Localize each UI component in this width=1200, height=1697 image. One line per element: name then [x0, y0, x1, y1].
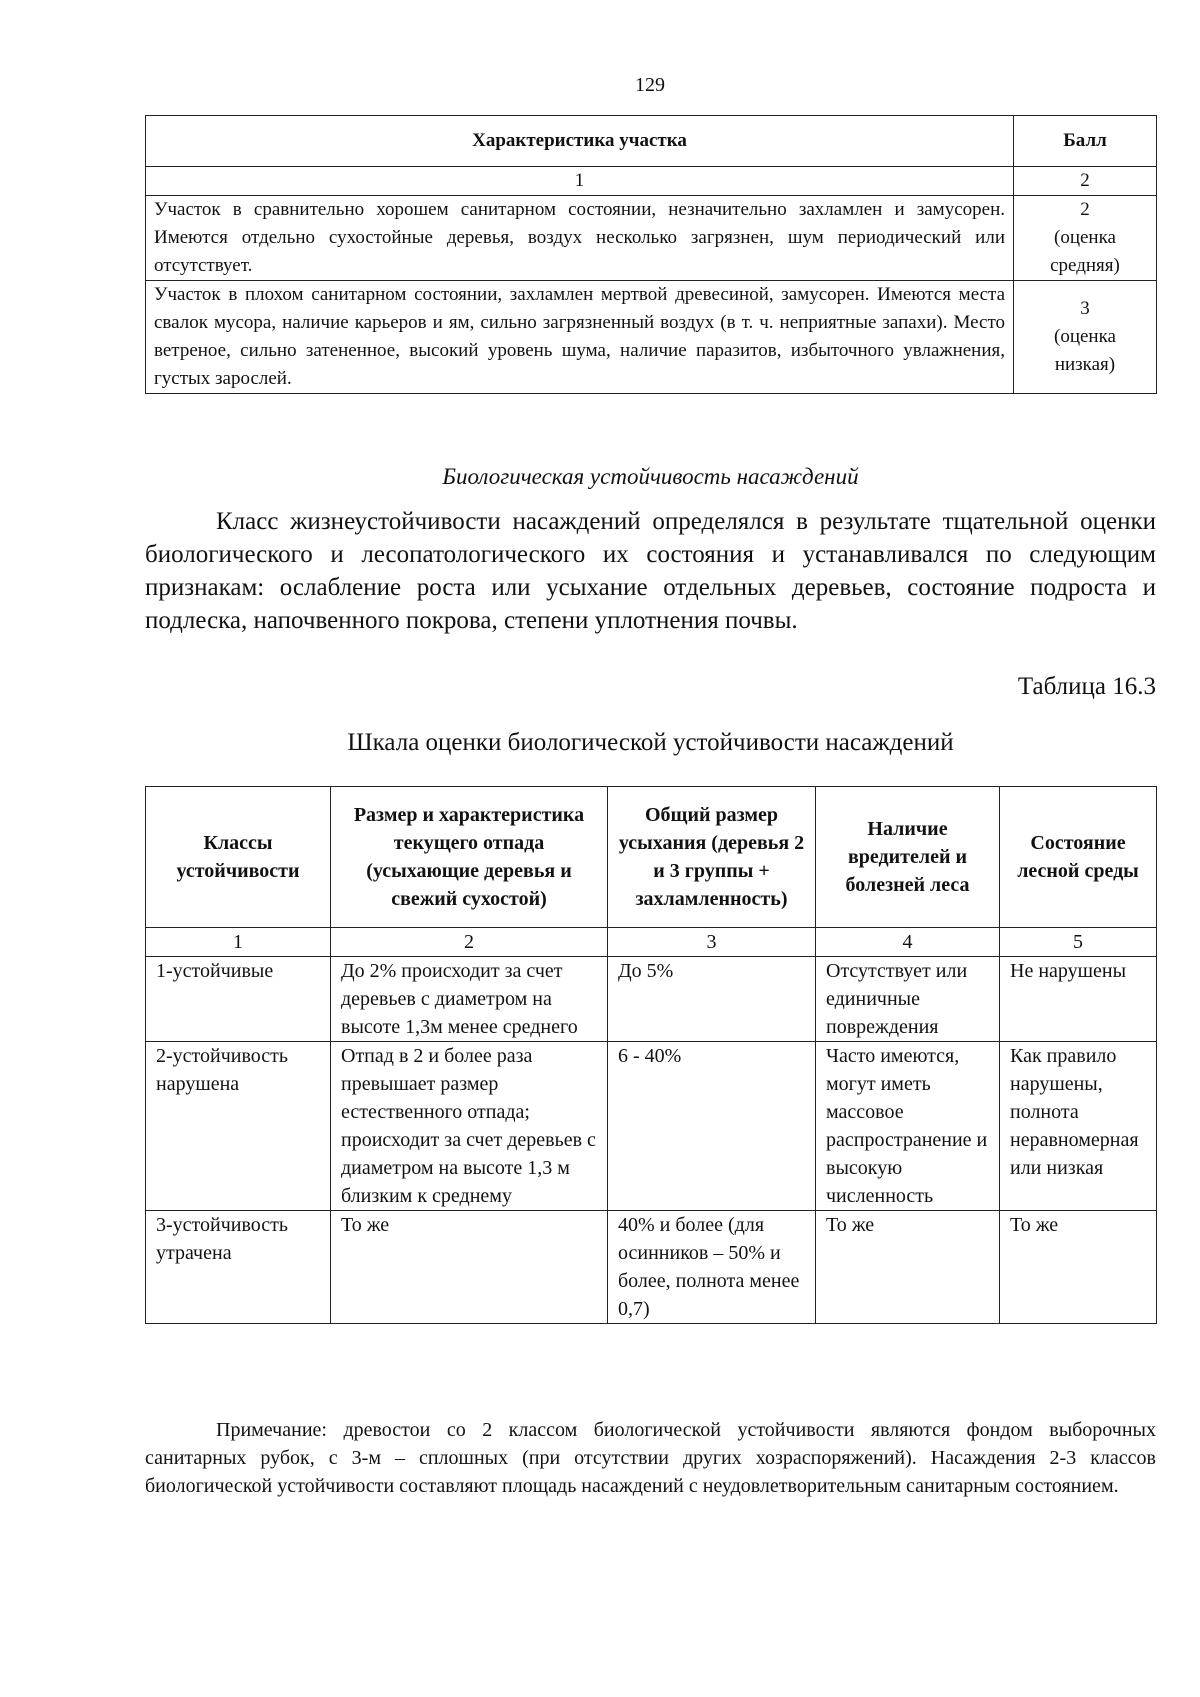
table-cell: 3-устойчивость утрачена	[146, 1211, 331, 1324]
header-stability-class: Классы устойчивости	[146, 787, 331, 928]
table-header-row	[146, 116, 1157, 167]
table-cell: То же	[1000, 1211, 1157, 1324]
table-label: Таблица 16.3	[1017, 673, 1156, 700]
table-cell: До 5%	[608, 957, 816, 1042]
score-cell	[1014, 281, 1157, 394]
column-number: 2	[331, 928, 608, 957]
header-characteristic: Характеристика участка	[146, 116, 1014, 167]
table-cell: То же	[816, 1211, 1000, 1324]
site-description: Участок в сравнительно хорошем санитарном состоянии, незначительно захламлен и замусорен. Имеются отдельно сухостойные деревья, воздух несколько загрязнен, шум периодический или отсутствует.	[146, 196, 1014, 281]
score-note: средняя)	[1050, 255, 1120, 276]
header-score: Балл	[1014, 116, 1157, 167]
table-cell: Не нарушены	[1000, 957, 1157, 1042]
header-pests-diseases: Наличие вредителей и болезней леса	[816, 787, 1000, 928]
section-title: Биологическая устойчивость насаждений	[442, 464, 859, 489]
header-forest-environment: Состояние лесной среды	[1000, 787, 1157, 928]
column-number-row	[146, 167, 1157, 196]
table-cell: 2-устойчивость нарушена	[146, 1042, 331, 1211]
table-row	[146, 1042, 1157, 1211]
column-number-row	[146, 928, 1157, 957]
table-cell: 6 - 40%	[608, 1042, 816, 1211]
table-cell: Часто имеются, могут иметь массовое распространение и высокую численность	[816, 1042, 1000, 1211]
footnote: Примечание: древостои со 2 классом биологической устойчивости являются фондом выборочных санитарных рубок, с 3-м – сплошных (при отсутствии других хозраспоряжений). Насаждения 2-3 классов биологической устойчивости составляют площадь насаждений с неудовлетворительным санитарным состоянием.	[145, 1419, 1156, 1497]
biological-stability-table	[145, 786, 1157, 1324]
column-number: 5	[1000, 928, 1157, 957]
table-title: Шкала оценки биологической устойчивости насаждений	[347, 729, 954, 756]
table-row	[146, 196, 1157, 281]
table-cell: Отпад в 2 и более раза превышает размер естественного отпада; происходит за счет деревьев с диаметром на высоте 1,3 м близким к среднему	[331, 1042, 608, 1211]
table-cell: То же	[331, 1211, 608, 1324]
site-description: Участок в плохом санитарном состоянии, захламлен мертвой древесиной, замусорен. Имеются места свалок мусора, наличие карьеров и ям, сильно загрязненный воздух (в т. ч. неприятные запахи). Место ветреное, сильно затененное, высокий уровень шума, наличие паразитов, избыточного увлажнения, густых зарослей.	[146, 281, 1014, 394]
column-number: 1	[146, 167, 1014, 196]
column-number: 1	[146, 928, 331, 957]
score-note: (оценка	[1054, 326, 1116, 347]
site-characteristics-table	[145, 115, 1157, 394]
column-number: 3	[608, 928, 816, 957]
score-value: 3	[1080, 298, 1090, 319]
column-number: 4	[816, 928, 1000, 957]
table-cell: Отсутствует или единичные повреждения	[816, 957, 1000, 1042]
score-cell	[1014, 196, 1157, 281]
table-cell: Как правило нарушены, полнота неравномерная или низкая	[1000, 1042, 1157, 1211]
header-current-fall: Размер и характеристика текущего отпада (усыхающие деревья и свежий сухостой)	[331, 787, 608, 928]
table-cell: 40% и более (для осинников – 50% и более, полнота менее 0,7)	[608, 1211, 816, 1324]
score-value: 2	[1080, 199, 1090, 220]
body-paragraph: Класс жизнеустойчивости насаждений определялся в результате тщательной оценки биологического и лесопатологического их состояния и устанавливался по следующим признакам: ослабление роста или усыхание отдельных деревьев, состояние подроста и подлеска, напочвенного покрова, степени уплотнения почвы.	[145, 508, 1156, 634]
table-row	[146, 281, 1157, 394]
table-row	[146, 1211, 1157, 1324]
score-note: низкая)	[1054, 354, 1116, 375]
header-total-drying: Общий размер усыхания (деревья 2 и 3 группы + захламленность)	[608, 787, 816, 928]
table-cell: 1-устойчивые	[146, 957, 331, 1042]
table-header-row	[146, 787, 1157, 928]
score-note: (оценка	[1054, 227, 1116, 248]
column-number: 2	[1014, 167, 1157, 196]
table-row	[146, 957, 1157, 1042]
page-number: 129	[635, 74, 665, 96]
table-cell: До 2% происходит за счет деревьев с диаметром на высоте 1,3м менее среднего	[331, 957, 608, 1042]
